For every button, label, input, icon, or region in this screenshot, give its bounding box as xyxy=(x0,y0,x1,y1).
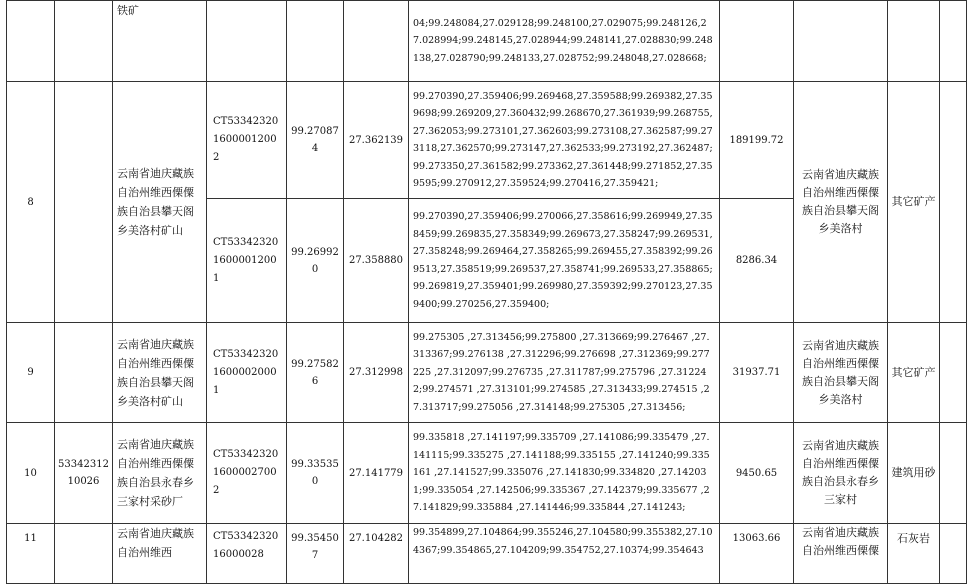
center-x: 99.270874 xyxy=(287,82,344,199)
table-row xyxy=(7,524,967,584)
area-value: 189199.72 xyxy=(720,82,794,199)
remarks-cell xyxy=(940,1,967,82)
center-y: 27.104282 xyxy=(344,524,409,584)
table-row xyxy=(7,423,967,524)
mine-name: 云南省迪庆藏族自治州维西傈僳族自治县攀天阁乡美洛村矿山 xyxy=(113,323,207,423)
location xyxy=(794,1,888,82)
mineral-type xyxy=(888,1,940,82)
permit-number: CT5334232016000027002 xyxy=(207,423,287,524)
mineral-type: 其它矿产 xyxy=(888,82,940,323)
center-y xyxy=(344,1,409,82)
remarks-cell xyxy=(940,423,967,524)
area-value: 8286.34 xyxy=(720,199,794,323)
boundary-coordinates: 99.354899,27.104864;99.355246,27.104580;99.355382,27.104367;99.354865,27.104209;99.354752,27.10374;99.354643 xyxy=(409,524,720,584)
remarks-cell xyxy=(940,82,967,323)
location: 云南省迪庆藏族自治州维西傈僳 xyxy=(794,524,888,584)
county-code xyxy=(55,524,113,584)
area-value: 31937.71 xyxy=(720,323,794,423)
table-row xyxy=(7,323,967,423)
boundary-coordinates: 99.275305 ,27.313456;99.275800 ,27.313669;99.276467 ,27.313367;99.276138 ,27.312296;99.276698 ,27.312369;99.277225 ,27.312097;99.276735 ,27.311787;99.275796 ,27.31224 2;99.274571 ,27.313101;99.274585 ,27.313433;99.274515 ,27.313717;99.275056 ,27.314148;99.275305 ,27.313456; xyxy=(409,323,720,423)
mine-name: 云南省迪庆藏族自治州维西 xyxy=(113,524,207,584)
county-code: 5334231210026 xyxy=(55,423,113,524)
mineral-type: 其它矿产 xyxy=(888,323,940,423)
location: 云南省迪庆藏族自治州维西傈僳族自治县攀天阁乡美洛村 xyxy=(794,323,888,423)
permit-number: CT5334232016000028 xyxy=(207,524,287,584)
table-row xyxy=(7,1,967,82)
table-row xyxy=(7,82,967,199)
mineral-type: 石灰岩 xyxy=(888,524,940,584)
center-x: 99.269920 xyxy=(287,199,344,323)
boundary-coordinates: 99.270390,27.359406;99.269468,27.359588;99.269382,27.359698;99.269209,27.360432;99.268670,27.361939;99.268755,27.362053;99.273101,27.362603;99.273108,27.362587;99.273118,27.362570;99.273147,27.362533;99.273192,27.362487;99.273350,27.361582;99.273362,27.361448;99.271852,27.359595;99.270912,27.359524;99.270416,27.359421; xyxy=(409,82,720,199)
center-x: 99.335350 xyxy=(287,423,344,524)
area-value xyxy=(720,1,794,82)
row-number xyxy=(7,1,55,82)
boundary-coordinates: 99.270390,27.359406;99.270066,27.358616;99.269949,27.358459;99.269835,27.358349;99.269673,27.358247;99.269531,27.358248;99.269464,27.358265;99.269455,27.358392;99.269513,27.358519;99.269537,27.358741;99.269533,27.358865;99.269819,27.359401;99.269980,27.359392;99.270123,27.359400;99.270256,27.359400; xyxy=(409,199,720,323)
row-number: 11 xyxy=(7,524,55,584)
remarks-cell xyxy=(940,323,967,423)
center-y: 27.312998 xyxy=(344,323,409,423)
location: 云南省迪庆藏族自治州维西傈僳族自治县永春乡三家村 xyxy=(794,423,888,524)
county-code xyxy=(55,323,113,423)
row-number: 9 xyxy=(7,323,55,423)
mine-name: 云南省迪庆藏族自治州维西傈僳族自治县永春乡三家村采砂厂 xyxy=(113,423,207,524)
center-y: 27.362139 xyxy=(344,82,409,199)
row-number: 10 xyxy=(7,423,55,524)
county-code xyxy=(55,1,113,82)
center-y: 27.358880 xyxy=(344,199,409,323)
center-y: 27.141779 xyxy=(344,423,409,524)
area-value: 13063.66 xyxy=(720,524,794,584)
center-x xyxy=(287,1,344,82)
permit-number xyxy=(207,1,287,82)
center-x: 99.354507 xyxy=(287,524,344,584)
boundary-coordinates: 04;99.248084,27.029128;99.248100,27.029075;99.248126,27.028994;99.248145,27.028944;99.248141,27.028830;99.248138,27.028790;99.248133,27.028752;99.248048,27.028668; xyxy=(409,1,720,82)
permit-number: CT5334232016000012001 xyxy=(207,199,287,323)
mining-rights-table xyxy=(6,0,967,584)
mineral-type: 建筑用砂 xyxy=(888,423,940,524)
permit-number: CT5334232016000012002 xyxy=(207,82,287,199)
center-x: 99.275826 xyxy=(287,323,344,423)
remarks-cell xyxy=(940,524,967,584)
county-code xyxy=(55,82,113,323)
boundary-coordinates: 99.335818 ,27.141197;99.335709 ,27.141086;99.335479 ,27.141115;99.335275 ,27.141188;99.335155 ,27.141240;99.335161 ,27.141527;99.335076 ,27.141830;99.334820 ,27.142031;99.335054 ,27.142506;99.335367 ,27.142379;99.335677 ,27.141829;99.335884 ,27.141446;99.335844 ,27.141243; xyxy=(409,423,720,524)
mine-name: 云南省迪庆藏族自治州维西傈僳族自治县攀天阁乡美洛村矿山 xyxy=(113,82,207,323)
area-value: 9450.65 xyxy=(720,423,794,524)
location: 云南省迪庆藏族自治州维西傈僳族自治县攀天阁乡美洛村 xyxy=(794,82,888,323)
row-number: 8 xyxy=(7,82,55,323)
mine-name: 铁矿 xyxy=(113,1,207,82)
permit-number: CT5334232016000020001 xyxy=(207,323,287,423)
